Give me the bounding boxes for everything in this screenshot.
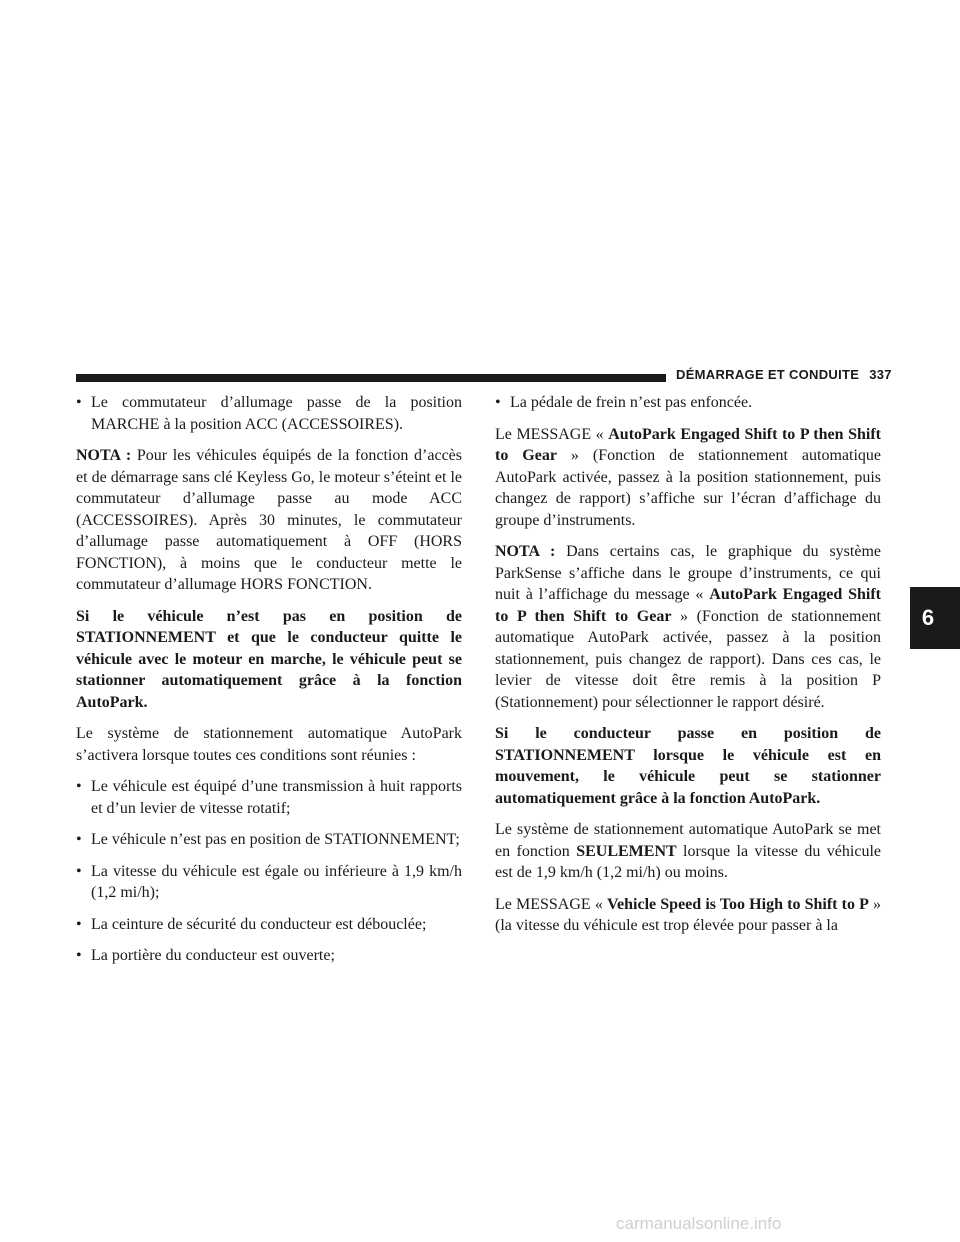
message-suffix: » (Fonction de stationnement automatique AutoPark activée, passez à la position stationnement, puis changez de rapport) s’affiche sur l’écran d’affichage du groupe d’instruments.	[495, 447, 881, 529]
list-item: • Le véhicule n’est pas en position de STATIONNEMENT;	[76, 829, 462, 851]
note-paragraph	[76, 445, 462, 596]
note-text: » (Fonction de stationnement automatique AutoPark activée, passez à la position stationnement, puis changez de rapport). Dans ces cas, le levier de vitesse doit être remis à la position P (Stationnement) pour sélectionner le rapport désiré.	[495, 607, 882, 711]
message-text: AutoPark Engaged Shift to P then Shift to Gear	[495, 425, 881, 464]
section-title: DÉMARRAGE ET CONDUITE	[676, 367, 860, 382]
left-column	[76, 392, 462, 977]
list-item: • La pédale de frein n’est pas enfoncée.	[495, 392, 881, 414]
note-paragraph	[495, 541, 881, 713]
list-item: • La vitesse du véhicule est égale ou inférieure à 1,9 km/h (1,2 mi/h);	[76, 861, 462, 904]
message-text: Vehicle Speed is Too High to Shift to P	[606, 895, 869, 913]
body-paragraph: Le système de stationnement automatique AutoPark s’activera lorsque toutes ces conditions sont réunies :	[76, 725, 462, 764]
body-paragraph	[495, 819, 881, 884]
message-paragraph	[495, 424, 881, 532]
running-header	[676, 367, 892, 382]
note-label: NOTA :	[495, 543, 556, 560]
section-heading: Si le conducteur passe en position de STATIONNEMENT lorsque le véhicule est en mouvement, le véhicule peut se stationner automatiquement grâce à la fonction AutoPark.	[495, 725, 881, 807]
right-column	[495, 392, 881, 947]
note-label: NOTA :	[76, 447, 132, 464]
note-text: Dans certains cas, le graphique du système ParkSense s’affiche dans le groupe d’instruments, ce qui nuit à l’affichage du message «	[495, 543, 881, 603]
body-text: lorsque la vitesse du véhicule est de 1,9 km/h (1,2 mi/h) ou moins.	[495, 842, 882, 881]
section-heading: Si le véhicule n’est pas en position de STATIONNEMENT et que le conducteur quitte le véhicule avec le moteur en marche, le véhicule peut se stationner automatiquement grâce à la fonction AutoPark.	[76, 607, 462, 711]
list-item: • La portière du conducteur est ouverte;	[76, 945, 462, 967]
page-number: 337	[869, 367, 892, 382]
message-paragraph	[495, 894, 881, 937]
message-prefix: Le MESSAGE «	[495, 895, 607, 913]
list-item: • Le commutateur d’allumage passe de la position MARCHE à la position ACC (ACCESSOIRES).	[76, 392, 462, 435]
message-suffix: » (la vitesse du véhicule est trop élevée pour passer à la	[495, 895, 881, 934]
message-prefix: Le MESSAGE «	[495, 425, 609, 443]
list-item: • La ceinture de sécurité du conducteur est débouclée;	[76, 914, 462, 936]
watermark-link[interactable]: carmanualsonline.info	[616, 1214, 782, 1233]
header-rule	[76, 374, 666, 382]
message-text: AutoPark Engaged Shift to P then Shift to Gear	[495, 586, 881, 625]
emphasis-text: SEULEMENT	[576, 842, 677, 860]
chapter-tab[interactable]: 6	[910, 587, 960, 649]
body-text: Le système de stationnement automatique AutoPark se met en fonction	[495, 821, 881, 860]
note-text: Pour les véhicules équipés de la fonction d’accès et de démarrage sans clé Keyless Go, le moteur s’éteint et le commutateur d’allumage passe au mode ACC (ACCESSOIRES). Après 30 minutes, le commutateur d’allumage passe automatiquement à OFF (HORS FONCTION), à moins que le conducteur mette le commutateur d’allumage HORS FONCTION.	[76, 447, 462, 593]
list-item: • Le véhicule est équipé d’une transmission à huit rapports et d’un levier de vitesse rotatif;	[76, 776, 462, 819]
